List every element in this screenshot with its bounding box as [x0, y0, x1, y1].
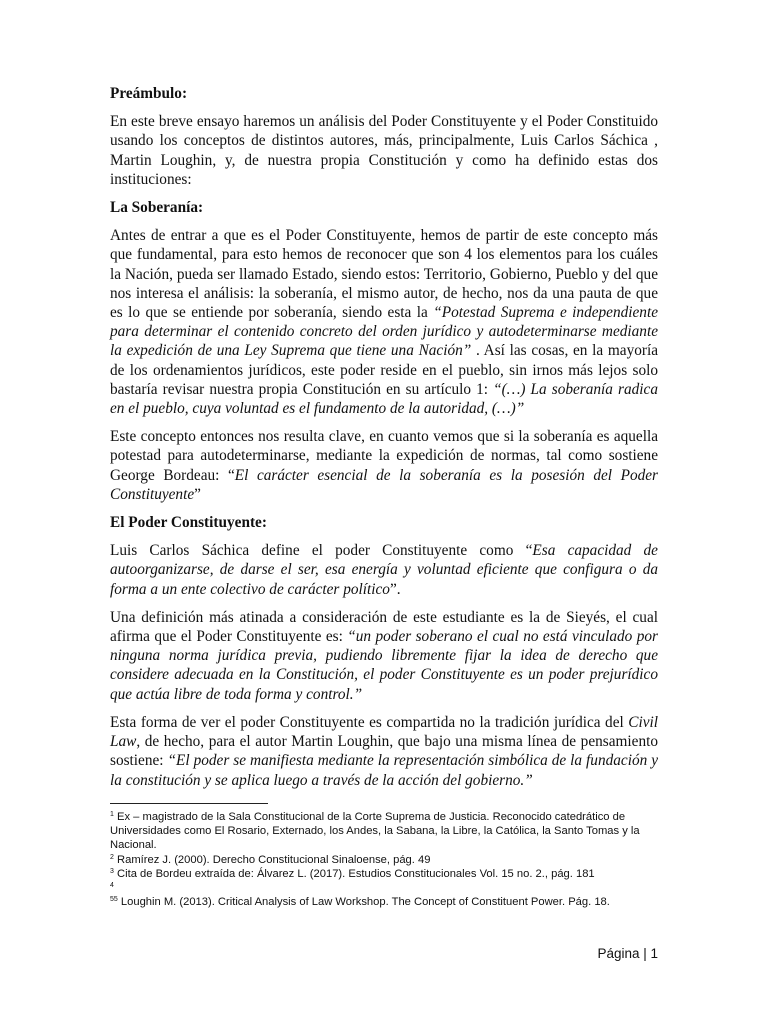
- heading-preambulo: Preámbulo:: [110, 85, 188, 102]
- paragraph-sieyes: [110, 608, 658, 704]
- paragraph-sachica: [110, 541, 658, 599]
- paragraph-soberania-2: [110, 427, 658, 504]
- text-run: . Así las cosas, en la mayoría de los ordenamientos jurídicos, este poder reside en el pueblo, sin irnos más lejos solo bastaría revisar nuestra propia Constitución en su artículo 1:: [110, 342, 658, 398]
- quote-bordeau: El carácter esencial de la soberanía es la posesión del Poder Constituyente: [110, 466, 658, 503]
- heading-poder-constituyente: El Poder Constituyente:: [110, 514, 267, 532]
- footnote-1: [110, 810, 658, 853]
- quote-loughin: “El poder se manifiesta mediante la representación simbólica de la fundación y la constitución y se aplica luego a través de la acción del gobierno.”: [110, 752, 659, 789]
- paragraph-loughin: [110, 713, 658, 790]
- text-run: , de hecho, para el autor Martin Loughin, que bajo una misma línea de pensamiento sostiene:: [110, 733, 658, 770]
- footnote-text: Cita de Bordeu extraída de: Álvarez L. (2017). Estudios Constitucionales Vol. 15 no. 2., pág. 181: [113, 867, 595, 880]
- quote-sachica: Esa capacidad de autoorganizarse, de darse el ser, esa energía y voluntad eficiente que configura o da forma a un ente colectivo de carácter político: [110, 542, 658, 598]
- text-run: Una definición más atinada a consideración de este estudiante es la de Sieyés, el cual afirma que el Poder Constituyente es:: [110, 608, 658, 646]
- footnote-text: Ex – magistrado de la Sala Constitucional de la Corte Suprema de Justicia. Reconocido catedrático de Universidades como El Rosario, Externado, los Andes, la Sabana, la Libre, la Católica, la Santo Tomas y la Nacional.: [110, 810, 640, 852]
- footnote-text: Ramírez J. (2000). Derecho Constitucional Sinaloense, pág. 49: [113, 853, 431, 866]
- footnote-mark: 55: [110, 896, 118, 904]
- quote-potestad-suprema: “Potestad Suprema e independiente para determinar el contenido concreto del orden jurídico y autodeterminarse mediante la expedición de una Ley Suprema que tiene una Nación”: [110, 304, 658, 360]
- footnote-mark: 3: [110, 867, 114, 875]
- quote-sieyes: “un poder soberano el cual no está vinculado por ninguna norma jurídica previa, pudiendo libremente fijar la idea de derecho que considere adecuada en la Constitución, el poder Constituyente es un poder prejurídico que actúa libre de toda forma y control.”: [110, 628, 658, 703]
- text-run: Luis Carlos Sáchica define el poder Constituyente como “: [110, 542, 533, 560]
- footnote-mark: 2: [110, 853, 114, 861]
- page-number: Página | 1: [597, 946, 658, 961]
- footnote-text: Loughin M. (2013). Critical Analysis of Law Workshop. The Concept of Constituent Power. Pág. 18.: [117, 896, 610, 909]
- quote-articulo-1: “(…) La soberanía radica en el pueblo, cuya voluntad es el fundamento de la autoridad, (…)”: [110, 380, 658, 418]
- footnote-separator: [110, 803, 268, 804]
- text-run: ”.: [389, 580, 401, 598]
- paragraph-preambulo: En este breve ensayo haremos un análisis del Poder Constituyente y el Poder Constituido usando los conceptos de distintos autores, más, principalmente, Luis Carlos Sáchica , Martin Loughin, y, de nuestra propia Constitución y como ha definido estas dos instituciones:: [110, 113, 658, 188]
- civil-law-term: Civil Law: [110, 713, 658, 751]
- text-run: Este concepto entonces nos resulta clave, en cuanto vemos que si la soberanía es aquella potestad para autodeterminarse, mediante la expedición de normas, tal como sostiene George Bordeau: “: [110, 428, 658, 484]
- text-run: Esta forma de ver el poder Constituyente es compartida no la tradición jurídica del: [110, 713, 629, 731]
- footnote-2: [110, 853, 658, 867]
- footnotes: [110, 810, 658, 910]
- heading-soberania: La Soberanía:: [110, 199, 204, 217]
- footnote-3: [110, 867, 658, 881]
- footnote-mark: 4: [110, 882, 114, 890]
- footnote-5: [110, 895, 658, 909]
- text-run: Antes de entrar a que es el Poder Constituyente, hemos de partir de este concepto más que fundamental, para esto hemos de reconocer que son 4 los elementos para los cuáles la Nación, pueda ser llamado Estado, siendo estos: Territorio, Gobierno, Pueblo y del que nos interesa el análisis: la soberanía, el mismo autor, de hecho, nos da una pauta de que es lo que se entiende por soberanía, siendo esta la: [110, 227, 658, 322]
- text-run: ”: [194, 485, 201, 503]
- footnote-mark: 1: [110, 810, 114, 818]
- footnote-4: [110, 881, 658, 895]
- paragraph-soberania-1: [110, 226, 658, 418]
